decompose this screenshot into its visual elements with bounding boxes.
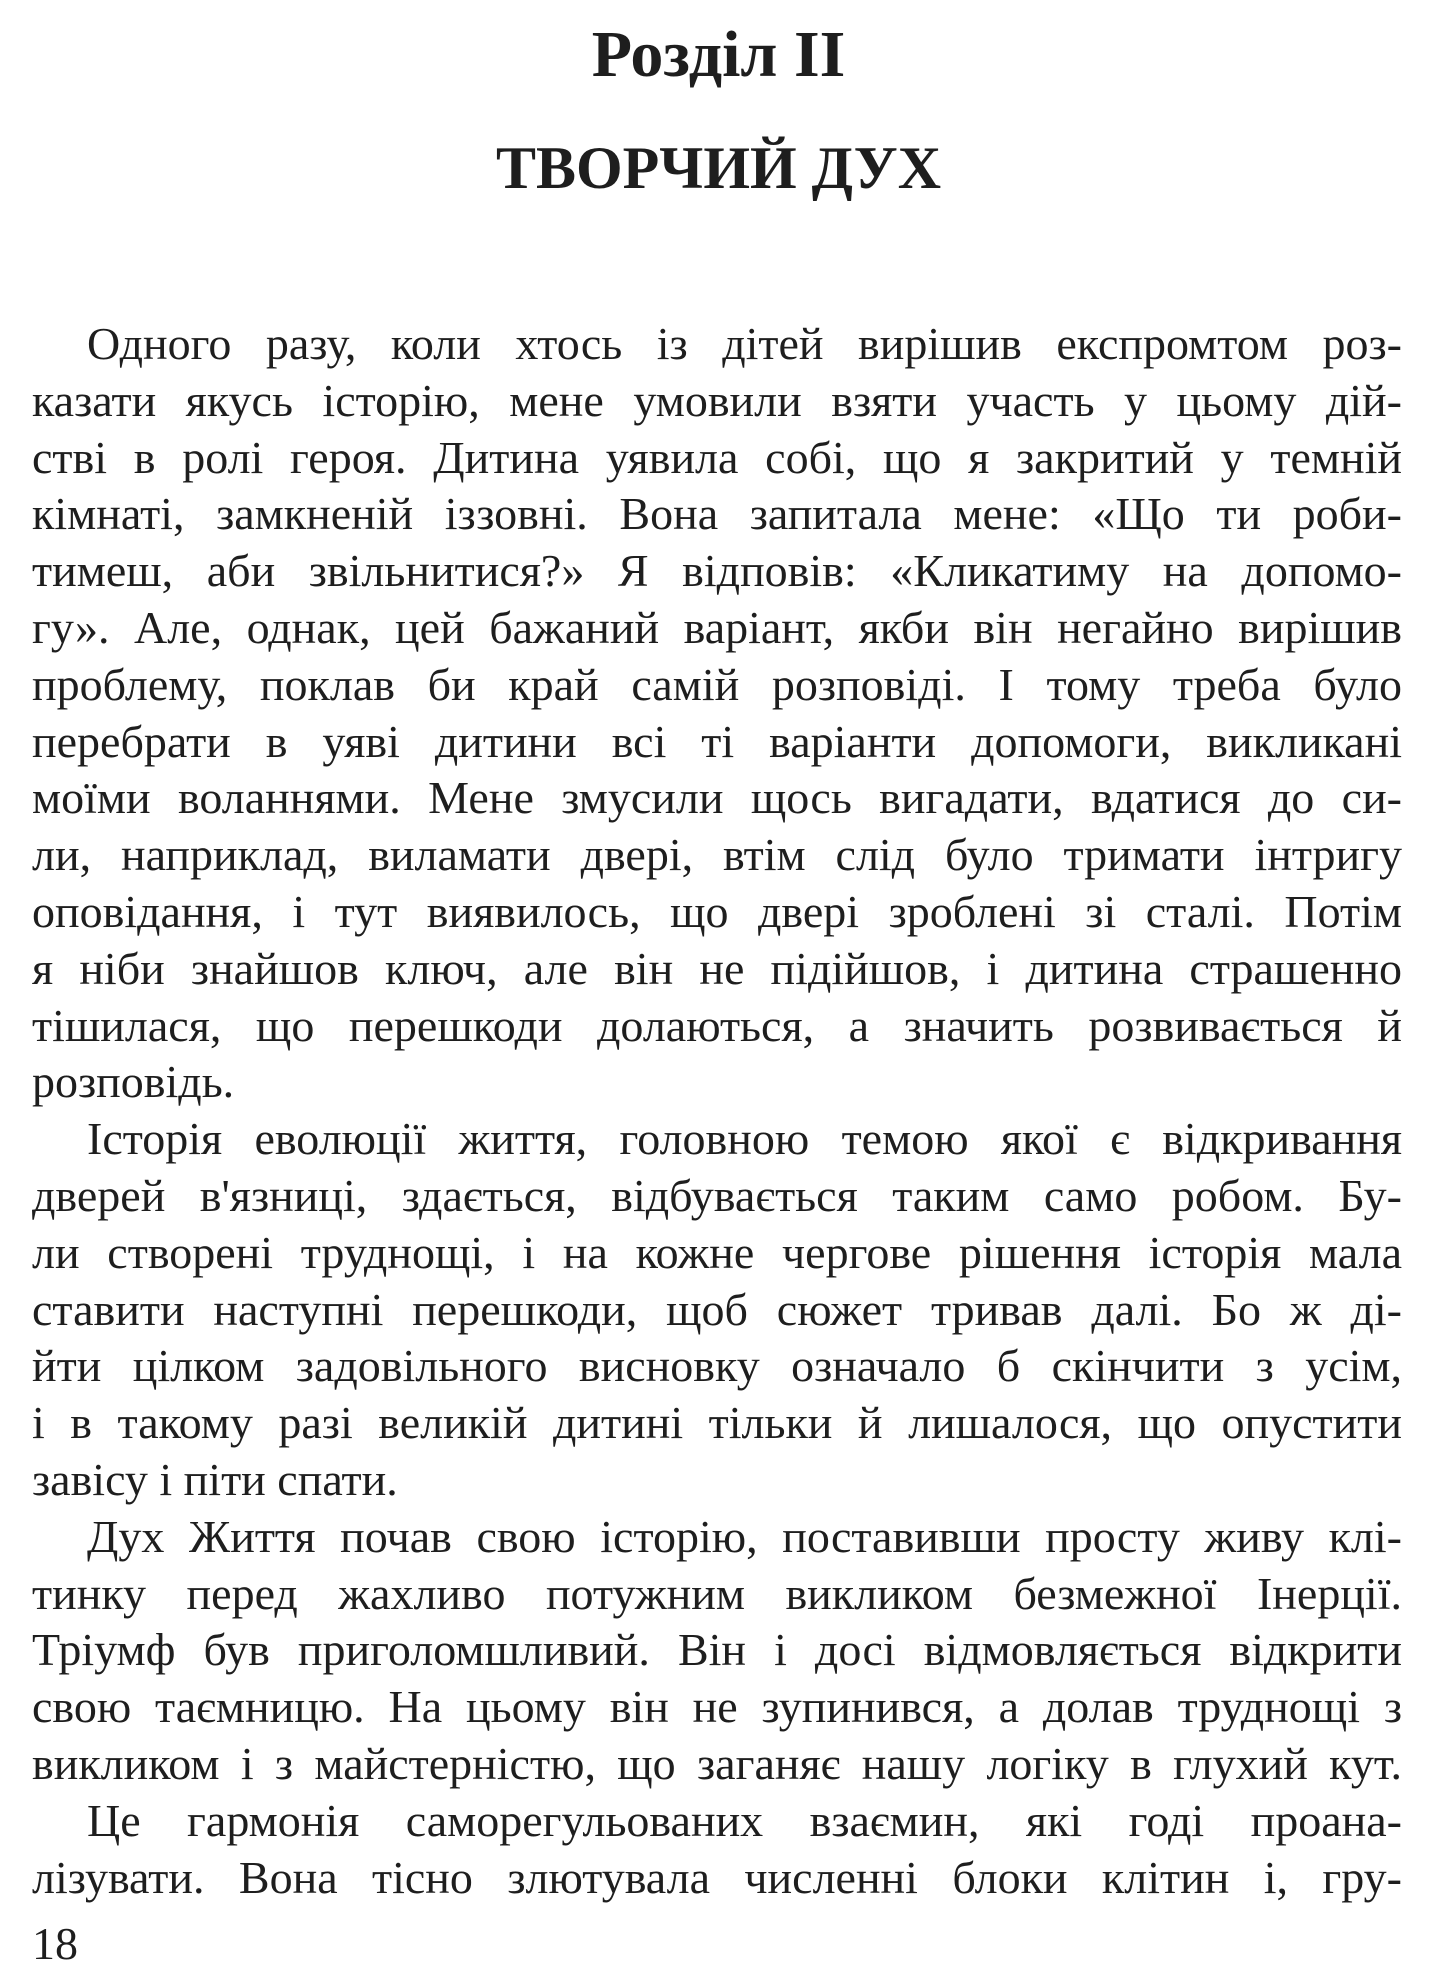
text-line: тинку перед жахливо потужним викликом безмежної Інерції.: [32, 1567, 1402, 1619]
paragraph: [32, 1509, 1402, 1793]
text-line: Тріумф був приголомшливий. Він і досі відмовляється відкрити: [32, 1624, 1402, 1676]
text-line: гу». Але, однак, цей бажаний варіант, якби він негайно вирішив: [32, 601, 1402, 653]
text-line: Одного разу, коли хтось із дітей вирішив експромтом роз-: [87, 318, 1402, 369]
page-number: 18: [32, 1918, 78, 1969]
text-line: свою таємницю. На цьому він не зупинився, а долав труднощі з: [32, 1681, 1402, 1733]
text-line: казати якусь історію, мене умовили взяти участь у цьому дій-: [32, 374, 1402, 426]
text-line: ставити наступні перешкоди, щоб сюжет тривав далі. Бо ж ді-: [32, 1283, 1402, 1335]
text-line: дверей в'язниці, здається, відбувається таким само робом. Бу-: [32, 1169, 1402, 1221]
text-line: розповідь.: [32, 1056, 235, 1108]
text-line: йти цілком задовільного висновку означало б скінчити з усім,: [32, 1340, 1402, 1392]
text-line: лізувати. Вона тісно злютувала численні блоки клітин і, гру-: [32, 1851, 1402, 1903]
text-line: і в такому разі великій дитині тільки й лишалося, що опустити: [32, 1397, 1402, 1449]
chapter-title: ТВОРЧИЙ ДУХ: [495, 135, 942, 201]
text-line: проблему, поклав би край самій розповіді. І тому треба було: [32, 658, 1402, 710]
text-line: я ніби знайшов ключ, але він не підійшов, і дитина страшенно: [32, 942, 1402, 994]
text-line: тішилася, що перешкоди долаються, а значить розвивається й: [32, 999, 1402, 1051]
text-line: ли, наприклад, виламати двері, втім слід було тримати інтригу: [32, 829, 1402, 881]
text-line: оповідання, і тут виявилось, що двері зроблені зі сталі. Потім: [32, 885, 1402, 937]
text-line: стві в ролі героя. Дитина уявила собі, що я закритий у темній: [32, 431, 1402, 483]
paragraph: [32, 1111, 1402, 1509]
text-line: тимеш, аби звільнитися?» Я відповів: «Кликатиму на допомо-: [32, 545, 1402, 597]
text-line: викликом і з майстерністю, що заганяє нашу логіку в глухий кут.: [32, 1737, 1402, 1789]
paragraph: [32, 316, 1402, 1111]
text-line: Історія еволюції життя, головною темою якої є відкривання: [87, 1113, 1402, 1165]
text-line: кімнаті, замкненій іззовні. Вона запитала мене: «Що ти роби-: [32, 488, 1402, 540]
paragraph: [32, 1793, 1402, 1907]
body-text: [32, 316, 1402, 1906]
chapter-number: Розділ ІІ: [591, 18, 846, 91]
text-line: Дух Життя почав свою історію, поставивши просту живу клі-: [87, 1510, 1402, 1562]
text-line: перебрати в уяві дитини всі ті варіанти допомоги, викликані: [32, 715, 1402, 767]
text-line: завісу і піти спати.: [32, 1453, 398, 1505]
text-line: моїми воланнями. Мене змусили щось вигадати, вдатися до си-: [32, 772, 1402, 824]
text-line: ли створені труднощі, і на кожне чергове рішення історія мала: [32, 1226, 1402, 1278]
text-line: Це гармонія саморегульованих взаємин, які годі проана-: [87, 1794, 1402, 1846]
